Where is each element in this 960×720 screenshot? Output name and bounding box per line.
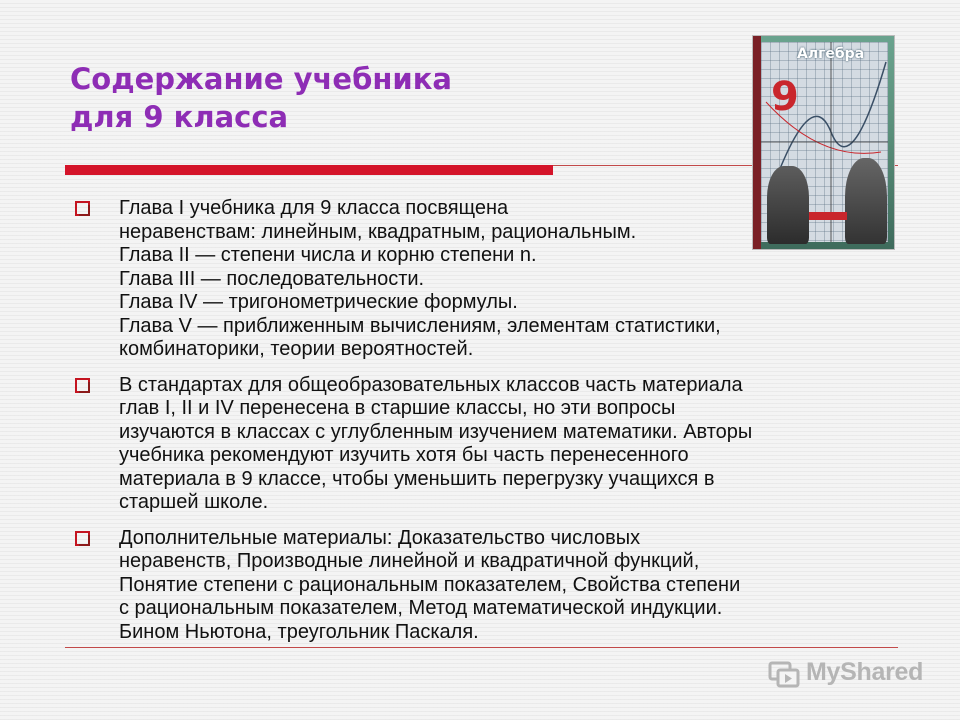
bullet-text-line: неравенствам: линейным, квадратным, рациональным.: [119, 220, 637, 243]
bullet-text-line: комбинаторики, теории вероятностей.: [119, 338, 474, 360]
checkbox-bullet-icon: [75, 531, 90, 546]
title-line-2: для 9 класса: [70, 100, 289, 134]
checkbox-bullet-icon: [75, 201, 90, 216]
bullet-text-line: изучаются в классах с углубленным изучением математики. Авторы: [119, 420, 753, 443]
bullet-text-line: Понятие степени с рациональным показателем, Свойства степени: [119, 573, 741, 596]
bullet-text-line: Глава IV — тригонометрические формулы.: [119, 291, 518, 313]
book-grade-number: 9: [771, 74, 799, 120]
bullet-item-additional: [75, 527, 895, 645]
bullet-text-line: материала в 9 классе, чтобы уменьшить перегрузку учащихся в: [119, 467, 715, 490]
title-accent-bar: [65, 165, 553, 175]
bullet-text-line: Глава II — степени числа и корню степени n.: [119, 244, 537, 266]
watermark-text: MyShared: [806, 658, 924, 686]
bullet-item-chapters: [75, 197, 895, 362]
bullet-text-line: старшей школе.: [119, 491, 269, 513]
myshared-logo-icon: [768, 658, 800, 690]
checkbox-bullet-icon: [75, 378, 90, 393]
bullet-text-line: с рациональным показателем, Метод математической индукции.: [119, 597, 723, 619]
bullet-text-line: В стандартах для общеобразовательных классов часть материала: [119, 373, 743, 396]
bullet-text-line: учебника рекомендуют изучить хотя бы часть перенесенного: [119, 444, 689, 466]
slide-title: [70, 60, 710, 136]
bullet-list: [75, 197, 895, 656]
book-title: Алгебра: [797, 46, 865, 62]
bullet-text-line: Дополнительные материалы: Доказательство числовых: [119, 526, 641, 549]
bottom-divider-line: [65, 647, 898, 648]
bullet-text-line: неравенств, Производные линейной и квадратичной функций,: [119, 550, 700, 572]
bullet-text-line: глав I, II и IV перенесена в старшие классы, но эти вопросы: [119, 397, 676, 419]
bullet-text-line: Глава V — приближенным вычислениям, элементам статистики,: [119, 314, 721, 337]
bullet-text-line: Глава III — последовательности.: [119, 267, 425, 290]
bullet-item-standards: [75, 374, 895, 515]
bullet-text-line: Глава I учебника для 9 класса посвящена: [119, 197, 509, 219]
title-line-1: Содержание учебника: [70, 62, 452, 96]
bullet-text-line: Бином Ньютона, треугольник Паскаля.: [119, 620, 479, 643]
myshared-watermark[interactable]: [768, 656, 938, 692]
